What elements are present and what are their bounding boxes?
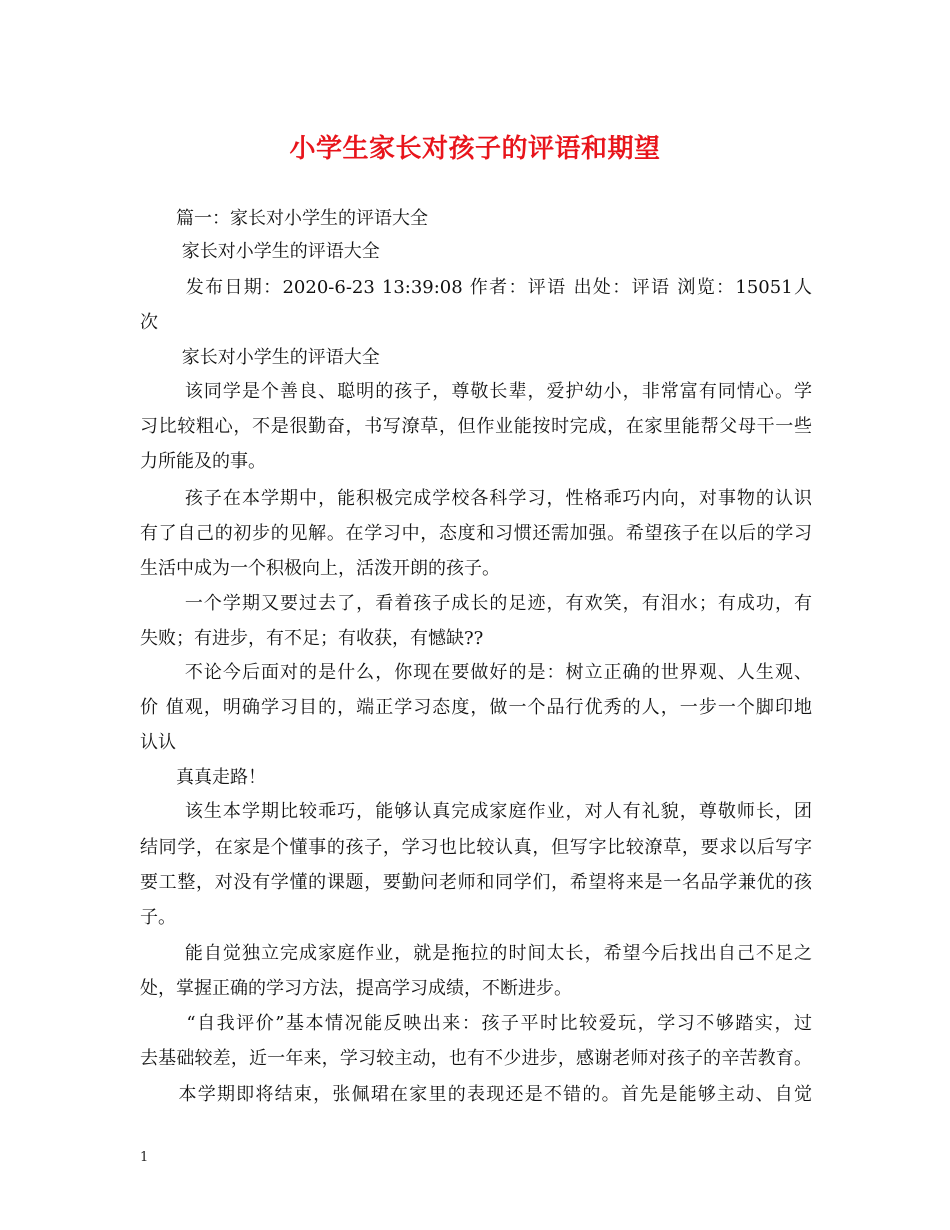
text-line: 力所能及的事。 — [140, 451, 266, 472]
text-line: 能自觉独立完成家庭作业，就是拖拉的时间太长，希望今后找出自己不足之 — [140, 943, 812, 964]
text-line: 去基础较差，近一年来，学习较主动，也有不少进步，感谢老师对孩子的辛苦教育。 — [140, 1048, 812, 1069]
text-line: 家长对小学生的评语大全 — [140, 347, 380, 368]
text-line: “自我评价”基本情况能反映出来：孩子平时比较爱玩，学习不够踏实，过 — [140, 1013, 812, 1034]
page-number: 1 — [140, 1150, 149, 1165]
text-line: 该同学是个善良、聪明的孩子，尊敬长辈，爱护幼小，非常富有同情心。学 — [140, 381, 812, 402]
text-line: 发布日期：2020-6-23 13:39:08 作者：评语 出处：评语 浏览：15051人 — [140, 277, 812, 298]
text-line: 有了自己的初步的见解。在学习中，态度和习惯还需加强。希望孩子在以后的学习 — [140, 523, 812, 544]
text-line: 本学期即将结束，张佩珺在家里的表现还是不错的。首先是能够主动、自觉 — [140, 1084, 812, 1105]
text-line: 真真走路！ — [140, 767, 266, 788]
text-line: 结同学，在家是个懂事的孩子，学习也比较认真，但写字比较潦草，要求以后写字 — [140, 837, 812, 858]
text-line: 习比较粗心，不是很勤奋，书写潦草，但作业能按时完成，在家里能帮父母干一些 — [140, 416, 812, 437]
text-line: 篇一：家长对小学生的评语大全 — [140, 208, 428, 229]
text-line: 失败；有进步，有不足；有收获，有憾缺?? — [140, 628, 484, 649]
text-line: 家长对小学生的评语大全 — [140, 241, 380, 262]
text-line: 孩子在本学期中，能积极完成学校各科学习，性格乖巧内向，对事物的认识 — [140, 488, 812, 509]
text-line: 要工整，对没有学懂的课题，要勤问老师和同学们，希望将来是一名品学兼优的孩 — [140, 872, 812, 893]
document-title: 小学生家长对孩子的评语和期望 — [289, 134, 661, 164]
text-line: 该生本学期比较乖巧，能够认真完成家庭作业，对人有礼貌，尊敬师长，团 — [140, 801, 812, 822]
text-line: 不论今后面对的是什么，你现在要做好的是：树立正确的世界观、人生观、 — [140, 662, 812, 683]
text-line: 一个学期又要过去了，看着孩子成长的足迹，有欢笑，有泪水；有成功，有 — [140, 593, 812, 614]
text-line: 生活中成为一个积极向上，活泼开朗的孩子。 — [140, 558, 500, 579]
text-line: 次 — [140, 312, 158, 333]
text-line: 认认 — [140, 732, 176, 753]
text-line: 处，掌握正确的学习方法，提高学习成绩，不断进步。 — [140, 978, 572, 999]
text-line: 子。 — [140, 907, 176, 928]
text-line: 价 值观，明确学习目的，端正学习态度，做一个品行优秀的人，一步一个脚印地 — [140, 697, 812, 718]
